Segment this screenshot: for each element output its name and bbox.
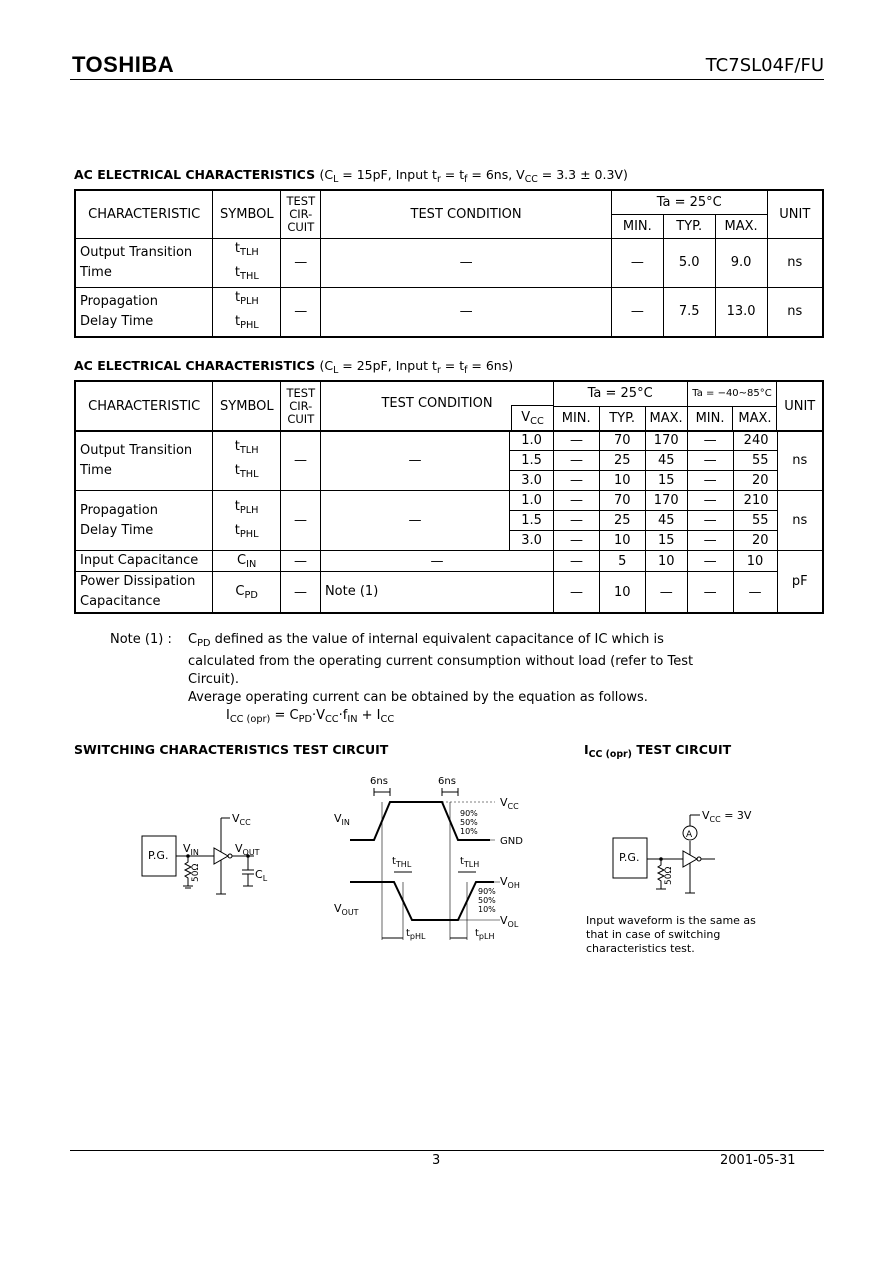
voh-label: $V_{OH}$	[500, 875, 520, 890]
min-cell: —	[554, 511, 600, 531]
row-min: —	[611, 287, 663, 337]
hdr-typ: TYP.	[599, 406, 645, 431]
table1-title-bold: AC ELECTRICAL CHARACTERISTICS	[74, 167, 316, 182]
row-typ: 5.0	[663, 238, 715, 287]
max-cell: 15	[645, 531, 687, 551]
vin-label: $V_{IN}$	[183, 842, 199, 857]
min-cell: —	[554, 471, 600, 491]
min-cell: —	[554, 531, 600, 551]
row-circuit: —	[281, 238, 321, 287]
row-unit: ns	[767, 287, 823, 337]
vcc-wave-label: $V_{CC}$	[500, 796, 519, 811]
vcc-cell: 1.0	[510, 491, 554, 511]
hdr-max: MAX.	[645, 406, 687, 431]
min-cell: —	[554, 431, 600, 451]
hdr-test-circuit: TEST CIR- CUIT	[281, 190, 321, 238]
row-circuit: —	[281, 551, 321, 572]
min-cell: —	[554, 572, 600, 614]
typ-cell: 10	[599, 531, 645, 551]
row-symbol: $t_{PLH}$ $t_{PHL}$	[213, 491, 281, 551]
row-condition: —	[321, 287, 612, 337]
footer-rule	[70, 1150, 824, 1151]
vcc-cell: 1.5	[510, 451, 554, 471]
hdr-unit: UNIT	[767, 190, 823, 238]
ac-table-2-body	[74, 430, 824, 614]
row-symbol: $C_{IN}$	[213, 551, 281, 572]
hdr-symbol: SYMBOL	[213, 381, 281, 431]
row-symbol: $C_{PD}$	[213, 572, 281, 614]
min2-cell: —	[687, 551, 733, 572]
hdr-symbol: SYMBOL	[213, 190, 281, 238]
min-cell: —	[554, 551, 600, 572]
row-symbol: $t_{PLH}$ $t_{PHL}$	[213, 287, 281, 337]
row-circuit: —	[281, 287, 321, 337]
pg-label-2: P.G.	[619, 851, 640, 864]
hdr-min: MIN.	[553, 406, 599, 431]
typ-cell: 70	[599, 431, 645, 451]
row-name: Input Capacitance	[75, 551, 213, 572]
row-name: Propagation Delay Time	[75, 491, 213, 551]
note-equation: $I_{CC (opr)} = C_{PD}\cdot V_{CC}\cdot f_{IN} + I_{CC}$	[226, 708, 395, 725]
row-unit: ns	[777, 431, 823, 491]
pct-10-out: 10%	[478, 905, 496, 914]
max-cell: 170	[645, 431, 687, 451]
vout-label: $V_{OUT}$	[235, 842, 260, 857]
pct-50-out: 50%	[478, 896, 496, 905]
typ-cell: 10	[599, 471, 645, 491]
pct-50-in: 50%	[460, 818, 478, 827]
hdr-test-condition: TEST CONDITION	[321, 381, 553, 431]
vcc-3v-label: $V_{CC} = 3V$	[702, 809, 752, 824]
row-unit: ns	[777, 491, 823, 551]
hdr-typ: TYP.	[663, 214, 715, 238]
min2-cell: —	[687, 471, 733, 491]
hdr-max2: MAX.	[733, 406, 777, 431]
max2-cell: 55	[733, 451, 777, 471]
hdr-min: MIN.	[611, 214, 663, 238]
vcc-label: $V_{CC}$	[232, 812, 251, 827]
hdr-test-circuit: TEST CIR- CUIT	[281, 381, 321, 431]
min2-cell: —	[687, 531, 733, 551]
note-line-3: Circuit).	[188, 672, 240, 687]
six-ns-label-1: 6ns	[370, 776, 388, 787]
icc-title: $I_{CC (opr)}$ TEST CIRCUIT	[584, 742, 732, 760]
header-rule	[70, 79, 824, 80]
note-line-2: calculated from the operating current consumption without load (refer to Test	[188, 654, 694, 669]
row-name: Propagation Delay Time	[75, 287, 213, 337]
icc-circuit-diagram	[605, 805, 765, 905]
hdr-ta: Ta = 25°C	[611, 190, 767, 214]
pct-90-in: 90%	[460, 809, 478, 818]
hdr-vcc: $V_{CC}$	[511, 405, 553, 431]
vout-wave-label: $V_{OUT}$	[334, 902, 359, 917]
table-row	[75, 572, 823, 614]
max-cell: 170	[645, 491, 687, 511]
table-row	[75, 551, 823, 572]
six-ns-label-2: 6ns	[438, 776, 456, 787]
table-row	[75, 491, 823, 511]
row-circuit: —	[281, 491, 321, 551]
brand-logo: TOSHIBA	[72, 52, 175, 77]
row-condition: —	[320, 491, 509, 551]
row-circuit: —	[281, 431, 321, 491]
max2-cell: 20	[733, 471, 777, 491]
ttlh-label: $t_{TLH}$	[460, 856, 480, 869]
min-cell: —	[554, 491, 600, 511]
row-name: Power Dissipation Capacitance	[75, 572, 213, 614]
hdr-max: MAX.	[715, 214, 767, 238]
hdr-ta1: Ta = 25°C	[553, 381, 687, 406]
switching-circuit-diagram	[130, 800, 300, 900]
table1-title	[74, 167, 628, 185]
icc-caption	[586, 914, 756, 956]
max2-cell: 20	[733, 531, 777, 551]
tplh-label: $t_{pLH}$	[475, 928, 495, 941]
table2-title-bold: AC ELECTRICAL CHARACTERISTICS	[74, 358, 316, 373]
part-number: TC7SL04F/FU	[705, 55, 824, 76]
min-cell: —	[554, 451, 600, 471]
hdr-test-condition: TEST CONDITION	[321, 190, 612, 238]
table-row	[75, 238, 823, 287]
hdr-characteristic: CHARACTERISTIC	[75, 381, 213, 431]
table-row	[75, 431, 823, 451]
row-condition: —	[320, 431, 509, 491]
row-max: 13.0	[715, 287, 767, 337]
table2-title-cond: ($C_L = 25pF$, Input $t_r = t_f = 6ns$)	[319, 358, 514, 376]
caption-line: that in case of switching	[586, 928, 721, 941]
min2-cell: —	[687, 572, 733, 614]
page-number: 3	[432, 1153, 441, 1168]
switching-title: SWITCHING CHARACTERISTICS TEST CIRCUIT	[74, 742, 389, 757]
vcc-cell: 3.0	[510, 531, 554, 551]
waveform-diagram	[330, 772, 530, 944]
typ-cell: 25	[599, 511, 645, 531]
note-label: Note (1) :	[110, 632, 172, 647]
table-row	[75, 287, 823, 337]
ac-table-1	[74, 189, 824, 338]
caption-line: characteristics test.	[586, 942, 695, 955]
tphl-label: $t_{pHL}$	[406, 928, 426, 941]
cl-label: $C_L$	[255, 868, 268, 883]
document-date: 2001-05-31	[720, 1153, 796, 1168]
row-max: 9.0	[715, 238, 767, 287]
min2-cell: —	[687, 431, 733, 451]
row-condition: Note (1)	[320, 572, 553, 614]
vol-label: $V_{OL}$	[500, 914, 519, 929]
min2-cell: —	[687, 491, 733, 511]
note-line-4: Average operating current can be obtained by the equation as follows.	[188, 690, 648, 705]
max-cell: 10	[645, 551, 687, 572]
resistor-label: 50Ω	[191, 863, 201, 882]
typ-cell: 70	[599, 491, 645, 511]
max2-cell: 240	[733, 431, 777, 451]
table2-title	[74, 358, 513, 376]
resistor-label-2: 50Ω	[664, 866, 674, 885]
hdr-ta2: Ta = −40~85°C	[687, 381, 777, 406]
row-min: —	[611, 238, 663, 287]
max-cell: 15	[645, 471, 687, 491]
row-symbol: $t_{TLH}$ $t_{THL}$	[213, 238, 281, 287]
typ-cell: 10	[599, 572, 645, 614]
max-cell: 45	[645, 451, 687, 471]
max2-cell: 55	[733, 511, 777, 531]
typ-cell: 25	[599, 451, 645, 471]
vcc-cell: 3.0	[510, 471, 554, 491]
hdr-characteristic: CHARACTERISTIC	[75, 190, 213, 238]
row-unit: ns	[767, 238, 823, 287]
ammeter-label: A	[686, 830, 693, 840]
note-line-1: $C_{PD}$ defined as the value of internal equivalent capacitance of IC which is	[188, 632, 664, 649]
hdr-min2: MIN.	[687, 406, 733, 431]
hdr-unit: UNIT	[777, 381, 823, 431]
pct-90-out: 90%	[478, 887, 496, 896]
row-typ: 7.5	[663, 287, 715, 337]
gnd-label: GND	[500, 836, 523, 847]
tthl-label: $t_{THL}$	[392, 856, 412, 869]
row-name: Output Transition Time	[75, 238, 213, 287]
max2-cell: 10	[733, 551, 777, 572]
row-symbol: $t_{TLH}$ $t_{THL}$	[213, 431, 281, 491]
vcc-cell: 1.0	[510, 431, 554, 451]
note-body	[188, 631, 788, 729]
row-name: Output Transition Time	[75, 431, 213, 491]
max-cell: —	[645, 572, 687, 614]
typ-cell: 5	[599, 551, 645, 572]
min2-cell: —	[687, 451, 733, 471]
pg-label: P.G.	[148, 849, 169, 862]
row-circuit: —	[281, 572, 321, 614]
ac-table-2	[74, 380, 824, 432]
min2-cell: —	[687, 511, 733, 531]
max2-cell: —	[733, 572, 777, 614]
max2-cell: 210	[733, 491, 777, 511]
row-condition: —	[321, 238, 612, 287]
max-cell: 45	[645, 511, 687, 531]
table1-title-cond: ($C_L = 15pF$, Input $t_r = t_f = 6ns$, $V_{CC} = 3.3 \pm 0.3V$)	[319, 167, 628, 185]
vcc-cell: 1.5	[510, 511, 554, 531]
vin-wave-label: $V_{IN}$	[334, 812, 350, 827]
pct-10-in: 10%	[460, 827, 478, 836]
caption-line: Input waveform is the same as	[586, 914, 756, 927]
row-condition: —	[320, 551, 553, 572]
row-unit: pF	[777, 551, 823, 614]
